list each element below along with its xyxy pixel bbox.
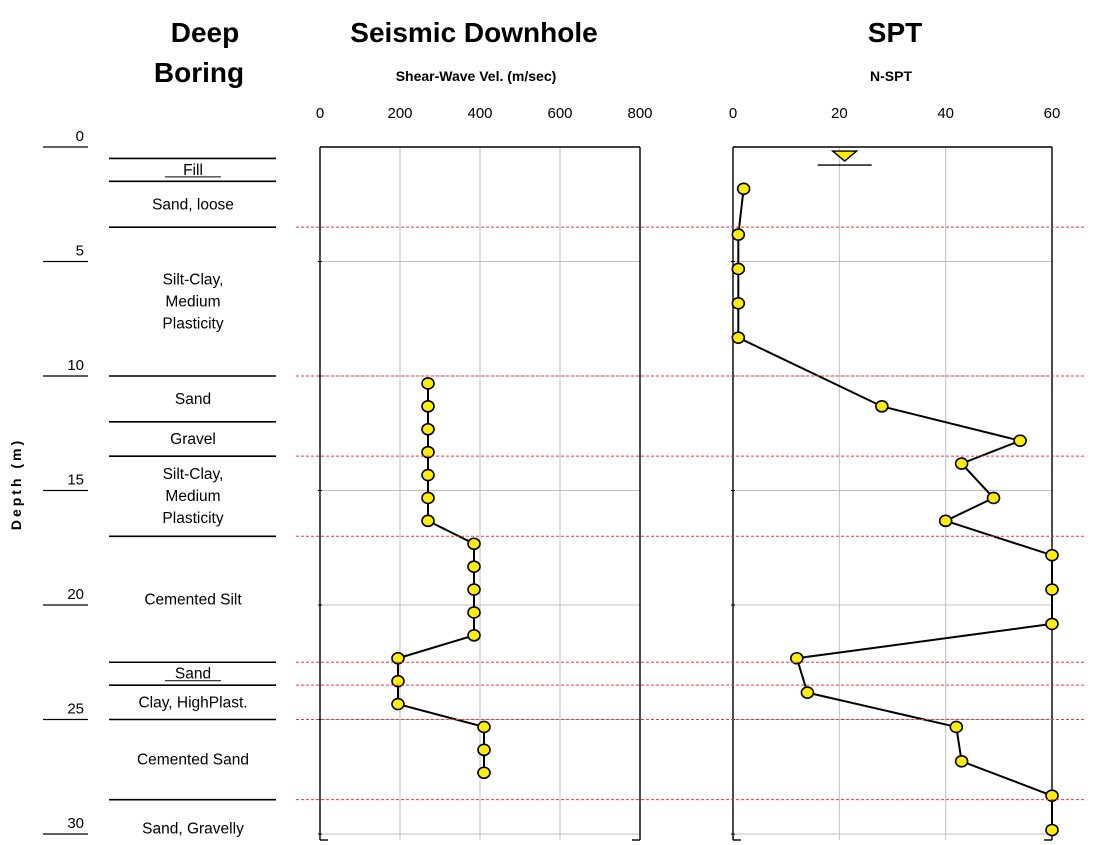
- layer-label: Sand: [174, 390, 212, 408]
- seismic-data-point: [422, 401, 434, 412]
- depth-tick-label: 30: [67, 815, 84, 832]
- spt-data-point: [1046, 618, 1058, 629]
- seismic-data-point: [468, 538, 480, 549]
- spt-data-point: [956, 756, 968, 767]
- depth-axis: [43, 128, 88, 834]
- layer-label: Sand, loose: [152, 196, 234, 214]
- seismic-data-point: [478, 744, 490, 755]
- seismic-data-point: [422, 424, 434, 435]
- seismic-data-point: [468, 630, 480, 641]
- seismic-series-line: [398, 383, 484, 772]
- depth-axis-label: Depth (m): [8, 437, 24, 531]
- spt-series-line: [738, 189, 1052, 830]
- layer-label: Fill: [183, 161, 203, 179]
- seismic-data-point: [468, 561, 480, 572]
- depth-tick-label: 10: [67, 357, 84, 374]
- spt-data-point: [738, 183, 750, 194]
- seismic-x-tick-label: 0: [315, 105, 325, 122]
- layer-label: Medium: [165, 488, 221, 506]
- spt-x-tick-label: 0: [728, 105, 738, 122]
- boring-title-line2: Boring: [153, 57, 245, 88]
- boring-log: [109, 158, 276, 845]
- seismic-data-point: [422, 470, 434, 481]
- seismic-data-point: [422, 515, 434, 526]
- spt-data-point: [1046, 550, 1058, 561]
- spt-data-point: [956, 458, 968, 469]
- layer-label: Medium: [165, 293, 221, 311]
- depth-tick-label: 5: [75, 242, 84, 260]
- spt-data-point: [876, 401, 888, 412]
- seismic-data-point: [422, 492, 434, 503]
- layer-label: Plasticity: [162, 510, 224, 528]
- seismic-data-point: [478, 767, 490, 778]
- seismic-title: Seismic Downhole: [350, 17, 598, 48]
- layer-label: Cemented Silt: [144, 591, 242, 609]
- spt-data-point: [801, 687, 813, 698]
- spt-data-point: [988, 492, 1000, 503]
- spt-data-point: [732, 263, 744, 274]
- spt-data-point: [950, 721, 962, 732]
- depth-tick-label: 25: [67, 700, 84, 718]
- seismic-xlabel: Shear-Wave Vel. (m/sec): [395, 68, 557, 84]
- seismic-data-point: [478, 721, 490, 732]
- layer-label: Silt-Clay,: [162, 271, 224, 289]
- layer-label: Plasticity: [162, 315, 224, 333]
- layer-label: Gravel: [170, 430, 216, 448]
- layer-label: Silt-Clay,: [162, 466, 224, 484]
- seismic-plot: [316, 105, 653, 840]
- water-table-icon: [833, 151, 857, 161]
- spt-data-point: [1046, 825, 1058, 836]
- seismic-data-point: [468, 584, 480, 595]
- layer-label: Sand: [174, 665, 212, 683]
- depth-tick-label: 20: [67, 586, 84, 603]
- boring-title-line1: Deep: [170, 17, 240, 48]
- spt-plot: [729, 105, 1061, 840]
- depth-tick-label: 0: [75, 128, 84, 145]
- layer-boundaries: [296, 227, 1086, 800]
- seismic-data-point: [468, 607, 480, 618]
- spt-x-tick-label: 60: [1043, 105, 1061, 122]
- spt-title: SPT: [867, 17, 923, 48]
- spt-xlabel: N-SPT: [870, 68, 912, 84]
- spt-data-point: [1046, 584, 1058, 595]
- spt-data-point: [732, 332, 744, 343]
- seismic-data-point: [422, 378, 434, 389]
- layer-label: Cemented Sand: [136, 751, 250, 769]
- spt-data-point: [732, 229, 744, 240]
- spt-data-point: [1014, 435, 1026, 446]
- spt-x-tick-label: 20: [830, 105, 848, 122]
- layer-label: Clay, HighPlast.: [138, 694, 248, 712]
- layer-label: Sand, Gravelly: [142, 820, 244, 838]
- seismic-x-tick-label: 200: [387, 105, 413, 122]
- spt-x-tick-label: 40: [937, 105, 955, 122]
- seismic-x-tick-label: 600: [547, 105, 573, 122]
- spt-data-point: [940, 515, 952, 526]
- seismic-x-tick-label: 800: [627, 105, 653, 122]
- seismic-x-tick-label: 400: [467, 105, 493, 122]
- depth-tick-label: 15: [67, 471, 84, 489]
- spt-data-point: [732, 298, 744, 309]
- seismic-data-point: [392, 699, 404, 710]
